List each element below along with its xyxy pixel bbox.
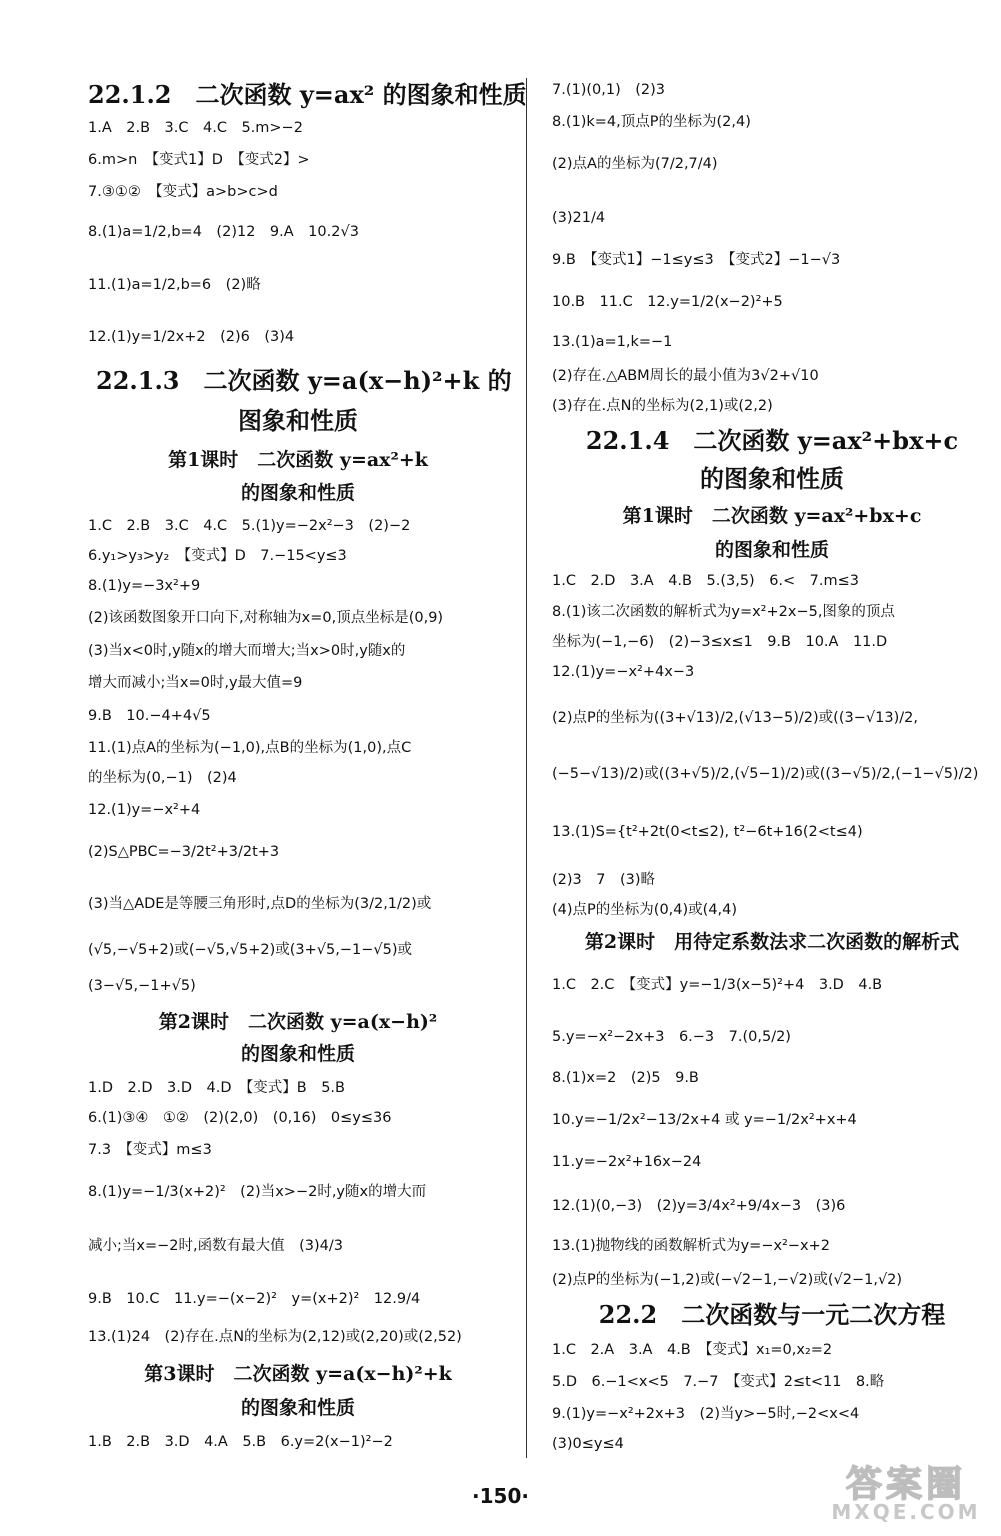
answer-line: 13.(1)S={t²+2t(0<t≤2), t²−6t+16(2<t≤4) bbox=[552, 824, 863, 840]
answer-line: (2)3 7 (3)略 bbox=[552, 872, 656, 888]
answer-line: 8.(1)y=−1/3(x+2)² (2)当x>−2时,y随x的增大而 bbox=[88, 1184, 427, 1200]
answer-line: 11.(1)点A的坐标为(−1,0),点B的坐标为(1,0),点C bbox=[88, 740, 412, 756]
answer-line: 9.B 【变式1】−1≤y≤3 【变式2】−1−√3 bbox=[552, 252, 841, 268]
answer-line: 1.C 2.B 3.C 4.C 5.(1)y=−2x²−3 (2)−2 bbox=[88, 518, 411, 534]
answer-line: 6.m>n 【变式1】D 【变式2】> bbox=[88, 152, 310, 168]
answer-line: 11.(1)a=1/2,b=6 (2)略 bbox=[88, 277, 261, 293]
lesson-title-3-cont: 的图象和性质 bbox=[240, 1397, 355, 1419]
page-number: ·150· bbox=[472, 1484, 529, 1508]
answer-line: 9.B 10.C 11.y=−(x−2)² y=(x+2)² 12.9/4 bbox=[88, 1291, 421, 1307]
answer-line: 增大而减小;当x=0时,y最大值=9 bbox=[88, 675, 303, 691]
answer-line: 12.(1)y=1/2x+2 (2)6 (3)4 bbox=[88, 329, 295, 345]
answer-line: 12.(1)y=−x²+4 bbox=[88, 802, 201, 818]
answer-line: (2)点A的坐标为(7/2,7/4) bbox=[552, 156, 718, 172]
answer-line: 13.(1)a=1,k=−1 bbox=[552, 334, 673, 350]
answer-line: 7.3 【变式】m≤3 bbox=[88, 1142, 212, 1158]
answer-line: 5.D 6.−1<x<5 7.−7 【变式】2≤t<11 8.略 bbox=[552, 1374, 885, 1390]
lesson-title-4: 第1课时 二次函数 y=ax²+bx+c bbox=[622, 505, 922, 527]
watermark-url: MXQE.COM bbox=[831, 1500, 981, 1524]
section-title-22-1-4: 22.1.4 二次函数 y=ax²+bx+c bbox=[585, 426, 959, 455]
answer-line: 7.(1)(0,1) (2)3 bbox=[552, 82, 666, 98]
answer-line: 8.(1)x=2 (2)5 9.B bbox=[552, 1070, 699, 1086]
answer-line: (3)当△ADE是等腰三角形时,点D的坐标为(3/2,1/2)或 bbox=[88, 896, 432, 912]
answer-line: 8.(1)该二次函数的解析式为y=x²+2x−5,图象的顶点 bbox=[552, 604, 895, 620]
answer-line: 1.C 2.D 3.A 4.B 5.(3,5) 6.< 7.m≤3 bbox=[552, 573, 860, 589]
answer-line: 坐标为(−1,−6) (2)−3≤x≤1 9.B 10.A 11.D bbox=[552, 634, 888, 650]
section-title-22-1-3-cont: 图象和性质 bbox=[238, 406, 358, 435]
answer-line: 9.B 10.−4+4√5 bbox=[88, 708, 211, 724]
answer-line: 6.y₁>y₃>y₂ 【变式】D 7.−15<y≤3 bbox=[88, 548, 347, 564]
answer-line: 12.(1)y=−x²+4x−3 bbox=[552, 664, 695, 680]
watermark-logo bbox=[831, 1456, 981, 1528]
lesson-title-4-cont: 的图象和性质 bbox=[714, 539, 829, 561]
section-title-22-1-2: 22.1.2 二次函数 y=ax² 的图象和性质 bbox=[88, 80, 527, 109]
lesson-title-2-cont: 的图象和性质 bbox=[240, 1043, 355, 1065]
answer-line: 减小;当x=−2时,函数有最大值 (3)4/3 bbox=[88, 1238, 343, 1254]
answer-line: (4)点P的坐标为(0,4)或(4,4) bbox=[552, 902, 738, 918]
answer-line: 8.(1)k=4,顶点P的坐标为(2,4) bbox=[552, 114, 751, 130]
answer-line: 1.C 2.A 3.A 4.B 【变式】x₁=0,x₂=2 bbox=[552, 1342, 833, 1358]
answer-line: (3)存在.点N的坐标为(2,1)或(2,2) bbox=[552, 398, 773, 414]
answer-line: 6.(1)③④ ①② (2)(2,0) (0,16) 0≤y≤36 bbox=[88, 1110, 392, 1126]
answer-line: 1.C 2.C 【变式】y=−1/3(x−5)²+4 3.D 4.B bbox=[552, 977, 883, 993]
answer-line: 13.(1)24 (2)存在.点N的坐标为(2,12)或(2,20)或(2,52) bbox=[88, 1329, 462, 1345]
answer-line: (√5,−√5+2)或(−√5,√5+2)或(3+√5,−1−√5)或 bbox=[88, 942, 413, 958]
answer-line: 10.B 11.C 12.y=1/2(x−2)²+5 bbox=[552, 294, 783, 310]
lesson-title-1: 第1课时 二次函数 y=ax²+k bbox=[168, 449, 428, 471]
answer-line: (2)存在.△ABM周长的最小值为3√2+√10 bbox=[552, 368, 819, 384]
answer-line: (2)S△PBC=−3/2t²+3/2t+3 bbox=[88, 844, 280, 860]
section-title-22-2: 22.2 二次函数与一元二次方程 bbox=[598, 1300, 946, 1329]
answer-line: (3−√5,−1+√5) bbox=[88, 978, 196, 994]
section-title-22-1-3: 22.1.3 二次函数 y=a(x−h)²+k 的 bbox=[96, 366, 512, 395]
answer-line: 11.y=−2x²+16x−24 bbox=[552, 1154, 702, 1170]
answer-line: (2)点P的坐标为(−1,2)或(−√2−1,−√2)或(√2−1,√2) bbox=[552, 1272, 903, 1288]
answer-line: (3)当x<0时,y随x的增大而增大;当x>0时,y随x的 bbox=[88, 643, 406, 659]
answer-line: 的坐标为(0,−1) (2)4 bbox=[88, 770, 237, 786]
answer-line: (−5−√13)/2)或((3+√5)/2,(√5−1)/2)或((3−√5)/2,(−1−√5)/2) bbox=[552, 766, 979, 782]
section-title-22-1-4-cont: 的图象和性质 bbox=[700, 464, 844, 493]
answer-line: 13.(1)抛物线的函数解析式为y=−x²−x+2 bbox=[552, 1238, 830, 1254]
answer-line: 5.y=−x²−2x+3 6.−3 7.(0,5/2) bbox=[552, 1029, 791, 1045]
answer-line: (3)0≤y≤4 bbox=[552, 1436, 624, 1452]
answer-line: 8.(1)a=1/2,b=4 (2)12 9.A 10.2√3 bbox=[88, 224, 359, 240]
column-divider bbox=[526, 78, 527, 1458]
lesson-title-1-cont: 的图象和性质 bbox=[240, 482, 355, 504]
answer-line: (3)21/4 bbox=[552, 210, 606, 226]
answer-line: 10.y=−1/2x²−13/2x+4 或 y=−1/2x²+x+4 bbox=[552, 1112, 857, 1128]
answer-line: 8.(1)y=−3x²+9 bbox=[88, 578, 201, 594]
lesson-title-5: 第2课时 用待定系数法求二次函数的解析式 bbox=[584, 931, 960, 953]
answer-line: 9.(1)y=−x²+2x+3 (2)当y>−5时,−2<x<4 bbox=[552, 1406, 860, 1422]
lesson-title-2: 第2课时 二次函数 y=a(x−h)² bbox=[158, 1011, 438, 1033]
answer-line: (2)点P的坐标为((3+√13)/2,(√13−5)/2)或((3−√13)/2, bbox=[552, 710, 918, 726]
answer-line: 7.③①② 【变式】a>b>c>d bbox=[88, 184, 278, 200]
watermark-text: 答案圈 bbox=[845, 1464, 966, 1505]
answer-line: 1.B 2.B 3.D 4.A 5.B 6.y=2(x−1)²−2 bbox=[88, 1434, 393, 1450]
lesson-title-3: 第3课时 二次函数 y=a(x−h)²+k bbox=[144, 1363, 452, 1385]
answer-line: 1.D 2.D 3.D 4.D 【变式】B 5.B bbox=[88, 1080, 345, 1096]
answer-line: 1.A 2.B 3.C 4.C 5.m>−2 bbox=[88, 120, 303, 136]
answer-line: 12.(1)(0,−3) (2)y=3/4x²+9/4x−3 (3)6 bbox=[552, 1198, 846, 1214]
answer-line: (2)该函数图象开口向下,对称轴为x=0,顶点坐标是(0,9) bbox=[88, 610, 444, 626]
